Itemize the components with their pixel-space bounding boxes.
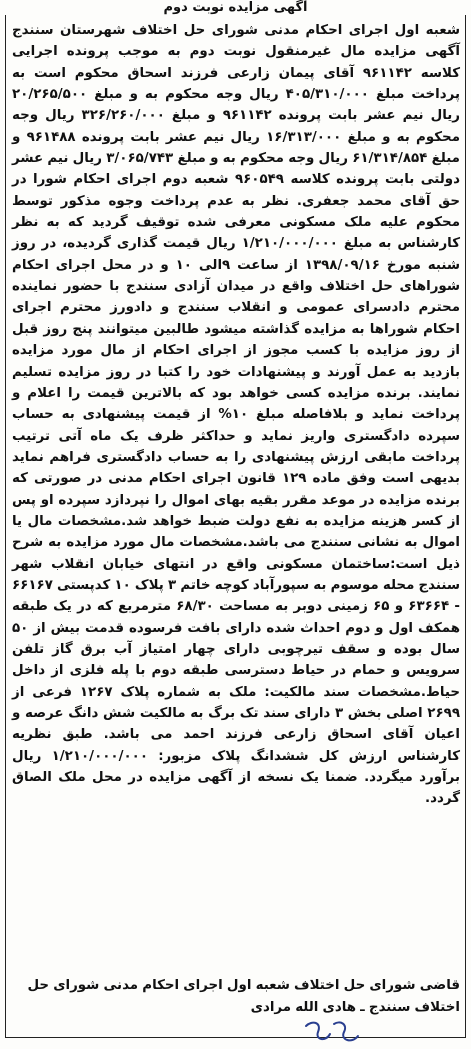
signature-block — [12, 975, 460, 1019]
notice-title — [0, 0, 471, 15]
signature-line-2: اختلاف سنندج ـ هادی الله مرادی — [250, 1000, 460, 1015]
notice-body: شعبه اول اجرای احکام مدنی شورای حل اختلاف شهرستان سنندج آگهی مزایده مال غیرمنقول نوبت دوم به موجب پرونده اجرایی کلاسه ۹۶۱۱۴۲ آقای پیمان زارعی فرزند اسحاق محکوم است به پرداخت مبلغ ۴۰۵/۳۱۰/۰۰۰ ریال وجه محکوم به و مبلغ ۲۰/۲۶۵/۵۰۰ ریال نیم عشر بابت پرونده ۹۶۱۱۴۲ و مبلغ ۳۲۶/۲۶۰/۰۰۰ ریال وجه محکوم به و مبلغ ۱۶/۳۱۳/۰۰۰ ریال نیم عشر بابت پرونده ۹۶۱۴۸۸ و مبلغ ۶۱/۳۱۴/۸۵۴ ریال وجه محکوم به و مبلغ ۳/۰۶۵/۷۴۳ ریال نیم عشر دولتی بابت پرونده کلاسه ۹۶۰۵۴۹ شعبه دوم اجرای احکام شورا در حق آقای محمد جعفری. نظر به عدم پرداخت وجوه مذکور توسط محکوم علیه ملک مسکونی معرفی شده توقیف گردید که به نظر کارشناس به مبلغ ۱/۲۱۰/۰۰۰/۰۰۰ ریال قیمت گذاری گردیده، در روز شنبه مورخ ۱۳۹۸/۰۹/۱۶ از ساعت ۹الی ۱۰ و در محل اجرای احکام شوراهای حل اختلاف واقع در میدان آزادی سنندج با حضور نماینده محترم دادسرای عمومی و انقلاب سنندج و دادورز محترم اجرای احکام شوراها به مزایده گذاشته میشود طالبین میتوانند پنج روز قبل از روز مزایده با کسب مجوز از اجرای احکام از مال مورد مزایده بازدید به عمل آورند و پیشنهادات خود را کتبا در روز مزایده تسلیم نمایند. برنده مزایده کسی خواهد بود که بالاترین قیمت را اعلام و پرداخت نماید و بلافاصله مبلغ ۱۰% از قیمت پیشنهادی به حساب سپرده دادگستری واریز نماید و حداکثر ظرف یک ماه آتی ترتیب پرداخت مابقی ارزش پیشنهادی را به حساب دادگستری فراهم نماید بدیهی است وفق ماده ۱۲۹ قانون اجرای احکام مدنی در صورتی که برنده مزایده در موعد مقرر بقیه بهای اموال را نپردازد سپرده او پس از کسر هزینه مزایده به نفع دولت ضبط خواهد شد.مشخصات مال یا اموال به نشانی سنندج می باشد.مشخصات مال مورد مزایده به شرح ذیل است:ساختمان مسکونی واقع در انتهای خیابان انقلاب شهر سنندج محله موسوم به سپورآباد کوچه خاتم ۳ پلاک ۱۰ کدپستی ۶۶۱۶۷ - ۶۳۶۶۴ و ۶۵ زمینی دوبر به مساحت ۶۸/۳۰ مترمربع که در یک طبقه همکف اول و دوم احداث شده دارای بافت فرسوده قدمت بیش از ۵۰ سال بوده و سقف تیرچوبی دارای چهار امتیاز آب برق گاز تلفن سرویس و حمام در حیاط دسترسی طبقه دوم با پله فلزی از داخل حیاط.مشخصات سند مالکیت: ملک به شماره پلاک ۱۲۶۷ فرعی از ۲۶۹۹ اصلی بخش ۳ دارای سند تک برگ به مالکیت شش دانگ عرصه و اعیان آقای اسحاق زارعی فرزند احمد می باشد. طبق نظریه کارشناس ارزش کل ششدانگ پلاک مزبور: ۱/۲۱۰/۰۰۰/۰۰۰ ریال برآورد میگردد. ضمنا یک نسخه از آگهی مزایده در محل ملک الصاق گردد. — [12, 23, 461, 807]
notice-title-text: آگهی مزایده نوبت دوم — [158, 0, 314, 15]
handwritten-mark-icon — [300, 1018, 370, 1048]
signature-line-1: قاضی شورای حل اختلاف شعبه اول اجرای احکام مدنی شورای حل — [27, 978, 460, 993]
